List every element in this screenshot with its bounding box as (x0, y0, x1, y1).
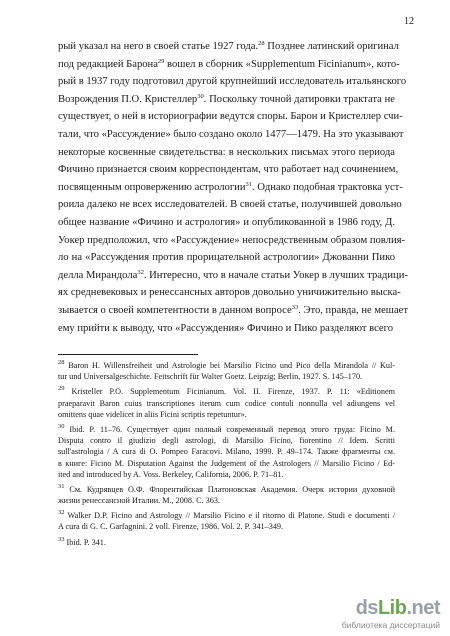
footnote-line: sull'astrologia / A cura di O. Pompeo Faracovi. Milano, 1999. P. 49–174. Также фрагменты см. (58, 447, 395, 457)
footnote-line: $^{33}$ Ibid. P. 341. (58, 535, 106, 547)
body-line: делла Мирандола$^{32}$. Интересно, что в начале статьи Уокер в лучших традици- (58, 268, 408, 281)
footnote-line: praeparavit Baron cuius transcriptiones iterum cum codice contuli nonnulla vel adiungens vel (58, 398, 395, 408)
body-line: Возрождения П.О. Кристеллер$^{30}$. Поскольку точной датировки трактата не (58, 92, 395, 105)
footnote (58, 360, 395, 382)
body-line: под редакцией Барона$^{29}$ вошел в сборник «Supplementum Ficinianum», кото- (58, 57, 400, 70)
footnote-ref[interactable]: 33 (291, 303, 299, 311)
page-number: 12 (404, 16, 414, 27)
body-line: Уокер предположил, что «Рассуждение» непосредственным образом повлия- (58, 234, 406, 246)
body-line: Фичино признается своим корреспондентам, что работает над сочинением, (58, 164, 399, 176)
footnote-line: ited and introduced by A. Voss. Berkeley, California, 2006. P. 71–81. (58, 469, 284, 479)
footnote-line: $^{32}$ Walker D.P. Ficino and Astrology // Marsilio Ficino e il ritorno di Platone. Studi e documenti / (58, 509, 395, 521)
watermark-subtitle: библиотека диссертаций (341, 620, 440, 630)
body-line: посвященным опровержению астрологии$^{31}$. Однако подобная трактовка уст- (58, 180, 403, 193)
footnote-number: 29 (58, 385, 65, 393)
body-line: существует, о ней в историографии ведутся споры. Барон и Кристеллер счи- (58, 111, 403, 123)
footnote-number: 31 (58, 482, 65, 490)
footnote-line: omittens quae videlicet in aliis Ficini scriptis repetuntur». (58, 409, 247, 419)
footnote-number: 28 (58, 359, 65, 366)
footnote (58, 537, 395, 548)
footnote-line: в книге: Ficino M. Disputation Against the Judgement of the Astrologers // Marsilio Ficino / Ed- (58, 458, 395, 468)
footnote-number: 32 (58, 509, 65, 517)
footnote-line: $^{29}$ Kristeller P.O. Supplementum Ficinianum. Vol. II. Firenze, 1937. P. 11: «Editionem (58, 385, 395, 397)
body-line: некоторые косвенные свидетельства: в нескольких письмах этого периода (58, 146, 395, 158)
footnote-line: жизни ренессансной Италии. М., 2008. С. 363. (58, 496, 220, 506)
footnote-number: 30 (58, 422, 65, 430)
body-line: ло на «Рассуждения против прорицательной астрологии» Джованни Пико (58, 252, 395, 264)
footnote-ref[interactable]: 31 (245, 180, 253, 188)
footnote-line: Disputa contro il giudizio degli astrologi, di Marsilio Ficino, fiorentino // Idem. Scritti (58, 436, 395, 446)
body-line: рый в 1937 году подготовил другой крупнейший исследователь итальянского (58, 76, 407, 88)
footnote-line: $^{28}$ Baron H. Willensfreiheit und Astrologie bei Marsilio Ficino und Pico della Mirandola // Kul- (58, 359, 396, 370)
footnote-ref[interactable]: 32 (137, 268, 144, 276)
footnote (58, 484, 395, 506)
footnote-number: 33 (58, 535, 65, 543)
body-line: зывается о своей компетентности в данном вопросе$^{33}$. Это, правда, не мешает (58, 303, 408, 316)
body-line: рый указал на него в своей статье 1927 года.$^{28}$ Позднее латинский оригинал (58, 40, 399, 52)
dslib-watermark (320, 597, 440, 630)
dslib-logo: dsLib.net (355, 597, 440, 619)
body-text (58, 38, 408, 337)
footnote-line: $^{30}$ Ibid. P. 11–76. Существует один полный современный перевод этого труда: Ficino M. (58, 422, 395, 434)
footnote-line: A cura di G. C. Garfagnini. 2 voll. Firenze, 1986. Vol. 2. P. 341–349. (58, 522, 284, 532)
footnotes (58, 360, 395, 548)
body-line: общее название «Фичино и астрология» и опубликованной в 1986 году, Д. (58, 216, 395, 228)
body-line: ях средневековых и ренессансных авторов довольно уничижительно выска- (58, 287, 401, 299)
footnote-ref[interactable]: 28 (258, 40, 265, 47)
footnote-line: $^{31}$ См. Кудрявцев О.Ф. Флорентийская Платоновская Академия. Очерк истории духовной (58, 482, 395, 494)
body-line: роила далеко не всех исследователей. В своей статье, получившей довольно (58, 199, 402, 211)
footnote-ref[interactable]: 29 (157, 57, 165, 65)
footnote (58, 510, 395, 532)
footnote (58, 424, 395, 480)
footnote-divider (58, 354, 198, 355)
footnote-line: tur und Universalgeschichte. Feitschrift für Walter Goetz. Leipzig; Berlin, 1927. S. 145–170. (58, 372, 363, 382)
body-line: ему прийти к выводу, что «Рассуждения» Фичино и Пико разделяют всего (58, 322, 393, 334)
body-line: тали, что «Рассуждение» было создано около 1477—1479. На это указывают (58, 128, 404, 140)
footnote (58, 386, 395, 420)
footnote-ref[interactable]: 30 (197, 92, 204, 100)
